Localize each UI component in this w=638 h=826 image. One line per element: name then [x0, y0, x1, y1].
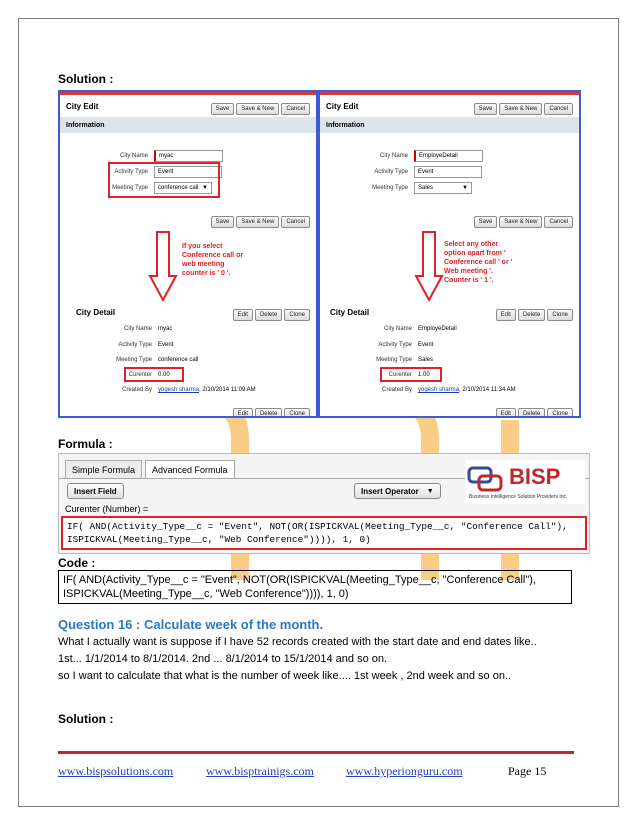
page-number: [508, 764, 546, 779]
clone-button[interactable]: Clone: [284, 408, 310, 418]
tab-advanced-formula[interactable]: Advanced Formula: [145, 460, 235, 479]
detail-buttons-bottom: [494, 402, 573, 418]
paragraph-line: so I want to calculate that what is the number of week like.... 1st week , 2nd week and so on..: [58, 670, 512, 682]
clone-button[interactable]: Clone: [284, 309, 310, 321]
page-number-value: 15: [534, 764, 547, 778]
detail-label: Curenter: [388, 372, 412, 378]
note-line: Conference call ' or ': [444, 259, 513, 266]
formula-line: IF( AND(Activity_Type__c = "Event", NOT(OR(ISPICKVAL(Meeting_Type__c, "Conference Call"),: [67, 521, 568, 532]
detail-header: [60, 304, 316, 320]
footer-link-2[interactable]: [206, 764, 314, 779]
question-heading: Question 16 : Calculate week of the month.: [58, 617, 324, 632]
highlight-box: [124, 367, 184, 382]
detail-value: myac: [158, 326, 173, 332]
detail-value: Sales: [418, 357, 434, 363]
note-left: [182, 242, 243, 278]
paragraph-line: What I actually want is suppose if I have 52 records created with the start date and end dates like..: [58, 636, 537, 648]
bisp-logo: [465, 460, 585, 504]
information-section: Information: [60, 117, 316, 133]
bisp-logo-icon: [467, 464, 507, 494]
detail-header: [320, 304, 579, 320]
down-arrow-icon: [414, 230, 444, 302]
field-label: Activity Type: [114, 169, 148, 175]
meeting-type-select[interactable]: Sales: [414, 182, 472, 194]
note-line: Conference call or: [182, 252, 244, 259]
detail-label: Curenter: [128, 372, 152, 378]
detail-label: City Name: [123, 326, 152, 332]
field-label: Meeting Type: [112, 185, 148, 191]
detail-row: [320, 357, 433, 363]
detail-row: [60, 342, 173, 348]
detail-value: conference call: [158, 357, 199, 363]
detail-value: Event: [418, 342, 434, 348]
created-date: , 2/10/2014 11:09 AM: [199, 387, 256, 393]
solution-label-2: Solution :: [58, 712, 114, 726]
field-activity-type: [320, 166, 482, 178]
solution-label: Solution :: [58, 72, 114, 86]
clone-button[interactable]: Clone: [547, 408, 573, 418]
field-label: Meeting Type: [372, 185, 408, 191]
delete-button[interactable]: Delete: [518, 309, 545, 321]
page-label: Page: [508, 764, 532, 778]
detail-row: [60, 387, 256, 393]
detail-row: [60, 357, 198, 363]
code-label: Code :: [58, 556, 96, 570]
detail-value: 1.00: [418, 372, 430, 378]
field-city-name: [320, 150, 483, 162]
detail-title: City Detail: [330, 307, 370, 317]
insert-operator-button[interactable]: [354, 483, 441, 499]
save-button[interactable]: Save: [474, 103, 498, 115]
edit-header: [60, 92, 316, 117]
detail-label: Created By: [381, 387, 412, 393]
bisptrainings-link[interactable]: www.bisptrainigs.com: [206, 764, 314, 778]
delete-button[interactable]: Delete: [518, 408, 545, 418]
detail-row: [320, 326, 457, 332]
city-edit-screenshot-left: [58, 90, 318, 418]
field-label: Activity Type: [374, 169, 408, 175]
highlight-box: [380, 367, 442, 382]
detail-row: [60, 326, 172, 332]
footer-link-1[interactable]: [58, 764, 173, 779]
question-paragraph: [58, 634, 537, 685]
save-button[interactable]: Save: [211, 216, 235, 228]
cancel-button[interactable]: Cancel: [281, 103, 310, 115]
created-date: , 2/10/2014 11:34 AM: [459, 387, 516, 393]
note-line: counter is ' 0 '.: [182, 270, 231, 277]
activity-type-input[interactable]: Event: [154, 166, 222, 178]
delete-button[interactable]: Delete: [255, 408, 282, 418]
created-by-link[interactable]: yogesh sharma: [418, 387, 460, 393]
edit-button[interactable]: Edit: [233, 309, 253, 321]
save-new-button[interactable]: Save & New: [236, 216, 279, 228]
insert-operator-label: Insert Operator: [361, 486, 419, 496]
note-line: Web meeting '.: [444, 268, 493, 275]
detail-label: Created By: [121, 387, 152, 393]
edit-buttons-bottom: [472, 210, 573, 228]
field-city-name: [60, 150, 223, 162]
code-box: [58, 570, 572, 604]
detail-label: Activity Type: [118, 342, 152, 348]
detail-row: [320, 387, 516, 393]
code-line: ISPICKVAL(Meeting_Type__c, "Web Conference")))), 1, 0): [63, 588, 349, 600]
formula-editor-screenshot: [58, 453, 590, 554]
field-header: Curenter (Number) =: [65, 504, 149, 514]
paragraph-line: 1st... 1/1/2014 to 8/1/2014. 2nd ... 8/1/2014 to 15/1/2014 and so on.: [58, 653, 388, 665]
save-new-button[interactable]: Save & New: [499, 103, 542, 115]
city-edit-screenshot-right: [318, 90, 581, 418]
save-button[interactable]: Save: [211, 103, 235, 115]
bisp-logo-text: BISP: [509, 464, 561, 489]
save-button[interactable]: Save: [474, 216, 498, 228]
cancel-button[interactable]: Cancel: [544, 216, 573, 228]
insert-field-button[interactable]: Insert Field: [67, 483, 124, 499]
detail-value: EmployeDetail: [418, 326, 457, 332]
detail-label: Meeting Type: [376, 357, 412, 363]
city-name-input[interactable]: myac: [154, 150, 223, 162]
detail-label: Activity Type: [378, 342, 412, 348]
formula-textarea[interactable]: [61, 516, 587, 550]
formula-label: Formula :: [58, 437, 113, 451]
save-new-button[interactable]: Save & New: [499, 216, 542, 228]
note-line: option apart from ': [444, 250, 506, 257]
information-section: Information: [320, 117, 579, 133]
footer-rule: [58, 751, 574, 754]
save-new-button[interactable]: Save & New: [236, 103, 279, 115]
field-label: City Name: [119, 153, 148, 159]
footer-link-3[interactable]: [346, 764, 463, 779]
edit-buttons-bottom: [209, 210, 310, 228]
detail-row: [320, 342, 433, 348]
note-line: Select any other: [444, 241, 499, 248]
detail-label: Meeting Type: [116, 357, 152, 363]
edit-button[interactable]: Edit: [496, 309, 516, 321]
detail-value: Event: [158, 342, 174, 348]
edit-header: [320, 92, 579, 117]
detail-title: City Detail: [76, 307, 116, 317]
detail-label: City Name: [383, 326, 412, 332]
hyperionguru-link[interactable]: www.hyperionguru.com: [346, 764, 463, 778]
city-name-input[interactable]: EmployeDetail: [414, 150, 483, 162]
bisp-tagline: Business Intelligence Solution Providers Inc.: [469, 494, 568, 500]
activity-type-input[interactable]: Event: [414, 166, 482, 178]
detail-buttons-bottom: [231, 402, 310, 418]
note-line: Counter is ' 1 '.: [444, 277, 494, 284]
dropdown-arrow-icon: ▼: [202, 185, 208, 191]
tab-simple-formula[interactable]: Simple Formula: [65, 460, 142, 479]
dropdown-arrow-icon: ▼: [426, 487, 434, 495]
field-label: City Name: [379, 153, 408, 159]
edit-title: City Edit: [326, 101, 359, 111]
created-by-link[interactable]: yogesh sharma: [158, 387, 200, 393]
edit-button[interactable]: Edit: [233, 408, 253, 418]
edit-title: City Edit: [66, 101, 99, 111]
clone-button[interactable]: Clone: [547, 309, 573, 321]
down-arrow-icon: [148, 230, 178, 302]
note-right: [444, 240, 512, 285]
cancel-button[interactable]: Cancel: [544, 103, 573, 115]
code-line: IF( AND(Activity_Type__c = "Event", NOT(OR(ISPICKVAL(Meeting_Type__c, "Conference Call"),: [63, 574, 536, 586]
dropdown-arrow-icon: ▼: [462, 185, 468, 191]
formula-line: ISPICKVAL(Meeting_Type__c, "Web Conference")))), 1, 0): [67, 534, 371, 545]
detail-value: 0.00: [158, 372, 170, 378]
note-line: If you select: [182, 243, 223, 250]
cancel-button[interactable]: Cancel: [281, 216, 310, 228]
meeting-type-select[interactable]: conference call: [154, 182, 212, 194]
field-meeting-type: [320, 182, 468, 194]
note-line: web meeting: [182, 261, 225, 268]
highlight-box: [108, 162, 220, 198]
bispsolutions-link[interactable]: www.bispsolutions.com: [58, 764, 174, 778]
edit-button[interactable]: Edit: [496, 408, 516, 418]
delete-button[interactable]: Delete: [255, 309, 282, 321]
